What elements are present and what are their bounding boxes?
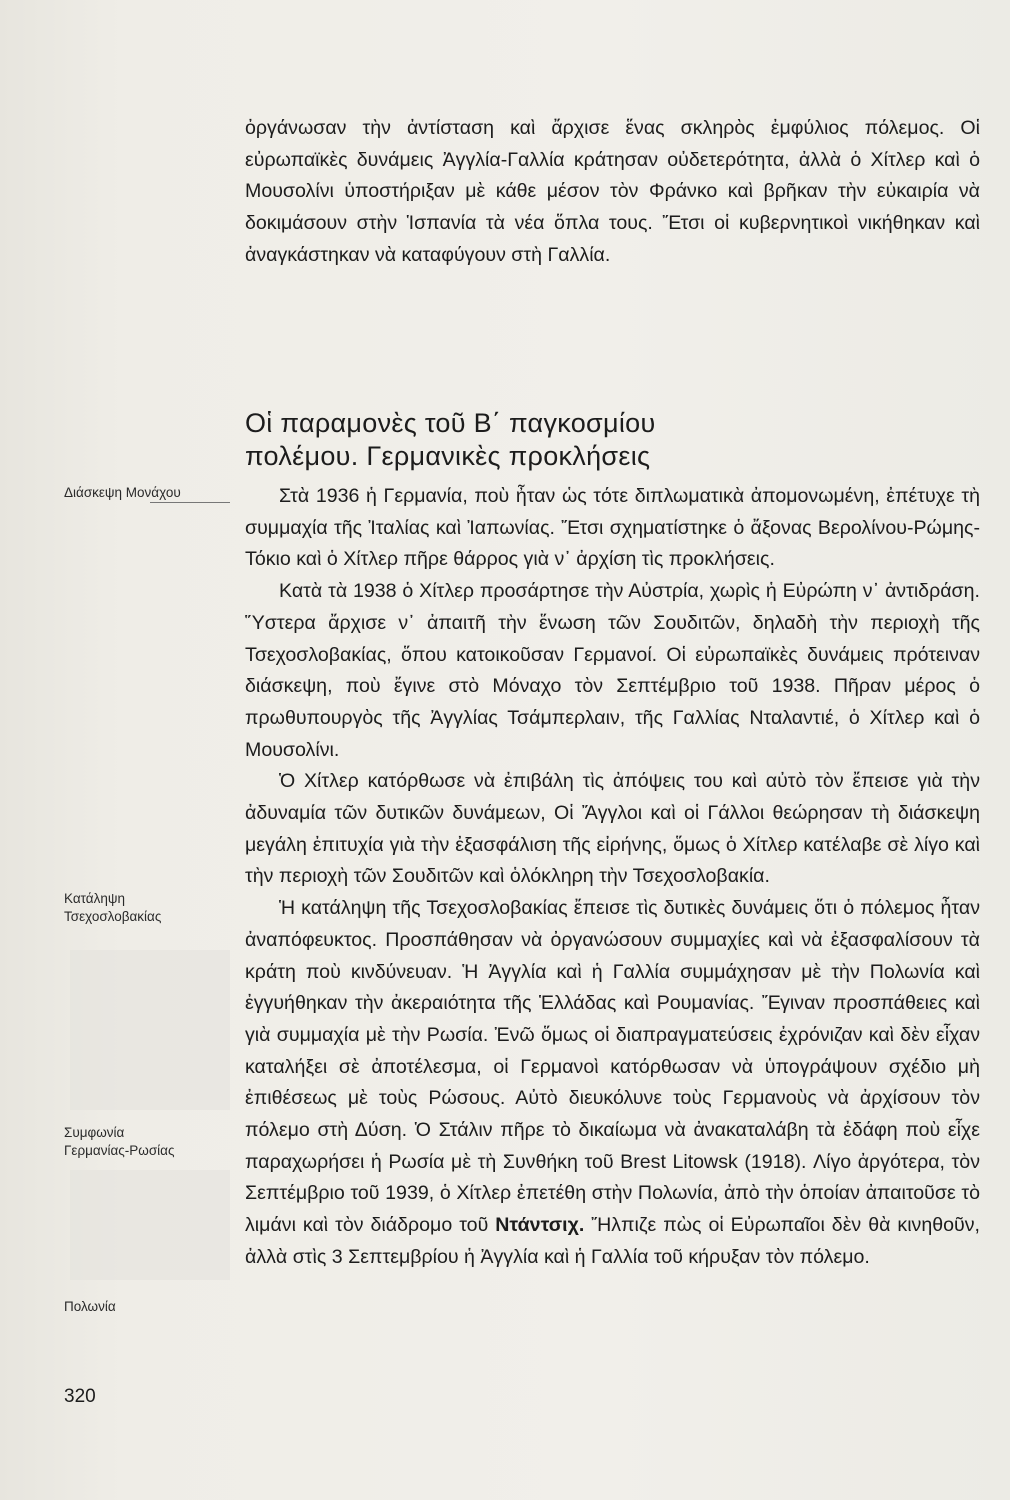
paragraph-4-bold-term: Ντάντσιχ.: [495, 1214, 585, 1237]
paragraph-4-text-b: Ἤλπιζε πὼς οἱ Εὐρωπαῖοι δὲν θὰ κινηθοῦν, ἀλλὰ στὶς 3 Σεπτεμβρίου ἡ Ἀγγλία καὶ ἡ Γαλλία τοῦ κήρυξαν τὸν πόλεμο.: [245, 1214, 980, 1268]
paragraph-1: Στὰ 1936 ἡ Γερμανία, ποὺ ἦταν ὡς τότε διπλωματικὰ ἀπομονωμένη, ἐπέτυχε τὴ συμμαχία τῆς Ἰταλίας καὶ Ἰαπωνίας. Ἔτσι σχηματίστηκε ὁ ἄξονας Βερολίνου-Ρώμης-Τόκιο καὶ ὁ Χίτλερ πῆρε θάρρος γιὰ ν᾽ ἀρχίση τὶς προκλήσεις.: [245, 485, 980, 571]
bleed-through-image-1: [70, 950, 230, 1110]
margin-note-pact: [64, 1124, 234, 1160]
margin-note-pact-line2: Γερμανίας-Ρωσίας: [64, 1143, 175, 1158]
margin-note-czechoslovakia: [64, 890, 234, 926]
paragraph-2: Κατὰ τὰ 1938 ὁ Χίτλερ προσάρτησε τὴν Αὐστρία, χωρὶς ἡ Εὐρώπη ν᾽ ἀντιδράση. Ὕστερα ἄρχισε ν᾽ ἀπαιτῆ τὴν ἕνωση τῶν Σουδιτῶν, δηλαδὴ τὴν περιοχὴ τῆς Τσεχοσλοβακίας, ὅπου κατοικοῦσαν Γερμανοί. Οἱ εὐρωπαϊκὲς δυνάμεις πρότειναν διάσκεψη, ποὺ ἔγινε στὸ Μόναχο τὸν Σεπτέμβριο τοῦ 1938. Πῆραν μέρος ὁ πρωθυπουργὸς τῆς Ἀγγλίας Τσάμπερλαιν, τῆς Γαλλίας Νταλαντιέ, ὁ Χίτλερ καὶ ὁ Μουσολίνι.: [245, 580, 980, 761]
margin-note-pact-line1: Συμφωνία: [64, 1125, 125, 1140]
text-column-top: [245, 113, 980, 272]
margin-note-czech-line1: Κατάληψη: [64, 891, 125, 906]
margin-note-underline: [150, 502, 230, 503]
bleed-through-image-2: [70, 1170, 230, 1280]
text-column-main: [245, 407, 980, 1274]
margin-note-munich: Διάσκεψη Μονάχου: [64, 485, 181, 500]
paragraph-4: [245, 893, 980, 1273]
margin-note-poland: Πολωνία: [64, 1299, 116, 1314]
margin-note-czech-line2: Τσεχοσλοβακίας: [64, 909, 162, 924]
paragraph-3: Ὁ Χίτλερ κατόρθωσε νὰ ἐπιβάλη τὶς ἀπόψεις του καὶ αὐτὸ τὸν ἔπεισε γιὰ τὴν ἀδυναμία τῶν δυτικῶν δυνάμεων, Οἱ Ἄγγλοι καὶ οἱ Γάλλοι θεώρησαν τὴ διάσκεψη μεγάλη ἐπιτυχία γιὰ τὴν ἐξασφάλιση τῆς εἰρήνης, ὅμως ὁ Χίτλερ κατέλαβε σὲ λίγο καὶ τὴν περιοχὴ τῶν Σουδιτῶν καὶ ὁλόκληρη τὴν Τσεχοσλοβακία.: [245, 770, 980, 888]
section-heading-line1: Οἱ παραμονὲς τοῦ Β΄ παγκοσμίου: [245, 408, 656, 438]
paragraph-4-text-a: Ἡ κατάληψη τῆς Τσεχοσλοβακίας ἔπεισε τὶς δυτικὲς δυνάμεις ὅτι ὁ πόλεμος ἦταν ἀναπόφευκτος. Προσπάθησαν νὰ ὀργανώσουν συμμαχίες καὶ νὰ ἐξασφαλίσουν τὰ κράτη ποὺ κινδύνευαν. Ἡ Ἀγγλία καὶ ἡ Γαλλία συμμάχησαν μὲ τὴν Πολωνία καὶ ἐγγυήθηκαν τὴν ἀκεραιότητα τῆς Ἑλλάδας καὶ Ρουμανίας. Ἔγιναν προσπάθειες καὶ γιὰ συμμαχία μὲ τὴν Ρωσία. Ἐνῶ ὅμως οἱ διαπραγματεύσεις ἐχρόνιζαν καὶ δὲν εἶχαν καταλήξει σὲ ἀποτέλεσμα, οἱ Γερμανοὶ κατόρθωσαν νὰ ὑπογράψουν σχέδιο μὴ ἐπιθέσεως μὲ τοὺς Ρώσους. Αὐτὸ διευκόλυνε τοὺς Γερμανοὺς νὰ ἀρχίσουν τὸν πόλεμο στὴ Δύση. Ὁ Στάλιν πῆρε τὸ δικαίωμα νὰ ἀνακαταλάβη τὰ ἐδάφη ποὺ εἶχε παραχωρήσει ἡ Ρωσία μὲ τὴ Συνθήκη τοῦ Brest Litowsk (1918). Λίγο ἀργότερα, τὸν Σεπτέμβριο τοῦ 1939, ὁ Χίτλερ ἐπετέθη στὴν Πολωνία, ἀπὸ τὴν ὁποίαν ἀπαιτοῦσε τὸ λιμάνι καὶ τὸν διάδρομο τοῦ: [245, 897, 980, 1237]
paragraph-top: ὀργάνωσαν τὴν ἀντίσταση καὶ ἄρχισε ἕνας σκληρὸς ἐμφύλιος πόλεμος. Οἱ εὐρωπαϊκὲς δυνάμεις Ἀγγλία-Γαλλία κράτησαν οὐδετερότητα, ἀλλὰ ὁ Χίτλερ καὶ ὁ Μουσολίνι ὑποστήριξαν μὲ κάθε μέσον τὸν Φράνκο καὶ βρῆκαν τὴν εὐκαιρία νὰ δοκιμάσουν στὴν Ἱσπανία τὰ νέα ὅπλα τους. Ἔτσι οἱ κυβερνητικοὶ νικήθηκαν καὶ ἀναγκάστηκαν νὰ καταφύγουν στὴ Γαλλία.: [245, 117, 980, 266]
page-number: 320: [64, 1386, 96, 1407]
section-heading: [245, 407, 980, 473]
section-heading-line2: πολέμου. Γερμανικὲς προκλήσεις: [245, 441, 651, 471]
